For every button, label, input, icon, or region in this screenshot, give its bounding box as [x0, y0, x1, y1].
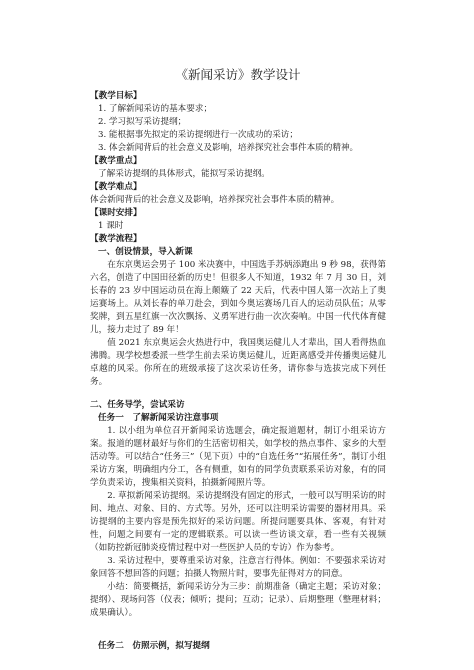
task2-title: 任务二 仿照示例，拟写提纲 — [98, 641, 210, 651]
task1-paragraph-3: 3. 采访过程中，要尊重采访对象，注意言行得体。例如：不要强求采访对象回答不想回答的问题；拍摄人物照片时，要事先征得对方的同意。 — [90, 556, 386, 579]
objectives-heading: 【教学目标】 — [90, 91, 142, 101]
schedule-text: 1 课时 — [98, 221, 124, 231]
objective-item: 2. 学习拟写采访提纲； — [98, 117, 187, 127]
objective-item: 1. 了解新闻采访的基本要求； — [98, 104, 213, 114]
section1-paragraph-1: 在东京奥运会男子 100 米决赛中，中国选手苏炳添跑出 9 秒 98，获得第六名，创造了中国田径新的历史！但很多人不知道，1932 年 7 月 30 日，刘长春的 23 岁中国运动员在海上颠簸了 22 天后，代表中国人第一次站上了奥运赛场上。从刘长春的单刀赴会，到如今奥运赛场几百人的运动员队伍；从零奖牌，到五星红旗一次次飘扬、义勇军进行曲一次次奏响。中国一代代体育健儿，接力走过了 89 年！ — [90, 260, 386, 335]
task1-title: 任务一 了解新闻采访注意事项 — [98, 413, 219, 423]
key-point-heading: 【教学重点】 — [90, 156, 142, 166]
task1-paragraph-2: 2. 草拟新闻采访提纲。采访提纲没有固定的形式，一般可以写明采访的时间、地点、对象、目的、方式等。另外，还可以注明采访需要的器材用具。采访提纲的主要内容是预先拟好的采访问题。所提问题要具体、客观，有针对性，问题之间要有一定的逻辑联系。可以读一些访谈文章，看一些有关视频（如防控新冠肺炎疫情过程中对一些医护人员的专访）作为参考。 — [90, 491, 386, 553]
objective-item: 3. 能根据事先拟定的采访提纲进行一次成功的采访； — [98, 130, 298, 140]
section1-title: 一、创设情景，导入新课 — [98, 247, 193, 257]
section1-paragraph-2: 值 2021 东京奥运会火热进行中，我国奥运健儿人才辈出，国人看得热血沸腾。现学校想委派一些学生前去采访奥运健儿，近距离感受并传播奥运健儿卓越的风采。你所在的班级承接了这次采访任务，请你参与选拔完成下列任务。 — [90, 338, 386, 387]
difficulty-text: 体会新闻背后的社会意义及影响，培养探究社会事件本质的精神。 — [90, 195, 340, 205]
process-heading: 【教学流程】 — [90, 234, 142, 244]
schedule-heading: 【课时安排】 — [90, 208, 142, 218]
task1-summary: 小结：简要概括，新闻采访分为三步：前期准备（确定主题；采访对象；提纲）、现场问答（仪表；倾听；提问；互动；记录）、后期整理（整理材料；成果确认）。 — [90, 582, 386, 618]
key-point-text: 了解采访提纲的具体形式，能拟写采访提纲。 — [98, 169, 270, 179]
page-title: 《新闻采访》教学设计 — [175, 67, 301, 82]
task1-paragraph-1: 1. 以小组为单位召开新闻采访选题会，确定报道题材，制订小组采访方案。报道的题材最好与你们的生活密切相关，如学校的热点事件、家乡的大型活动等。可以结合“任务三”（见下页）中的“自选任务”“拓展任务”，制订小组采访方案，明确组内分工，各有侧重，如有的同学负责联系采访对象，有的同学负责采访，搜集相关资料，拍摄新闻照片等。 — [90, 426, 386, 488]
section2-title: 二、任务导学，尝试采访 — [90, 400, 185, 410]
objective-item: 3. 体会新闻背后的社会意义及影响，培养探究社会事件本质的精神。 — [98, 143, 359, 153]
difficulty-heading: 【教学难点】 — [90, 182, 142, 192]
